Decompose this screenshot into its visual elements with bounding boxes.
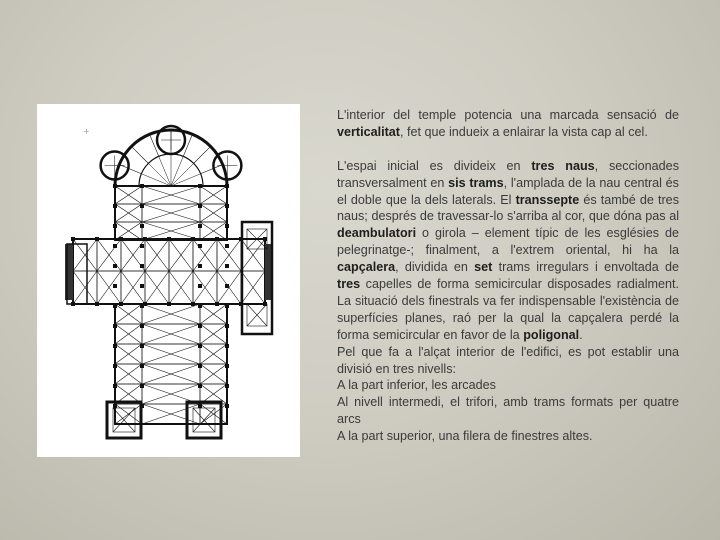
floor-plan-figure [37, 104, 300, 457]
paragraph-3: Pel que fa a l'alçat interior de l'edifici, es pot establir una divisió en tres nivells: [337, 344, 679, 376]
paragraph-4: A la part inferior, les arcades [337, 378, 496, 393]
paragraph-5: Al nivell intermedi, el trifori, amb trams formats per quatre arcs [337, 395, 679, 427]
paragraph-6: A la part superior, una filera de finestres altes. [337, 429, 593, 444]
paragraph-2: L'espai inicial es divideix en tres naus, seccionades transversalment en sis trams, l'amplada de la nau central és el doble que la dels laterals. El transsepte és també de tres naus; després de travessar-lo s'arriba al cor, que dóna pas al deambulatori o girola – element típic de les esglésies de pelegrinatge-; finalment, a l'extrem oriental, hi ha la capçalera, dividida en set trams irregulars i envoltada de tres capelles de forma semicircular disposades radialment. La situació dels finestrals va fer indispensable l'existència de superfícies planes, raó per la qual la capçalera perdé la forma semicircular en favor de la poligonal. [337, 158, 679, 342]
description-text [337, 107, 679, 445]
svg-text:+: + [83, 127, 90, 136]
paragraph-1: L'interior del temple potencia una marcada sensació de verticalitat, fet que indueix a enlairar la vista cap al cel. [337, 108, 679, 139]
cathedral-floor-plan-icon [37, 104, 300, 457]
